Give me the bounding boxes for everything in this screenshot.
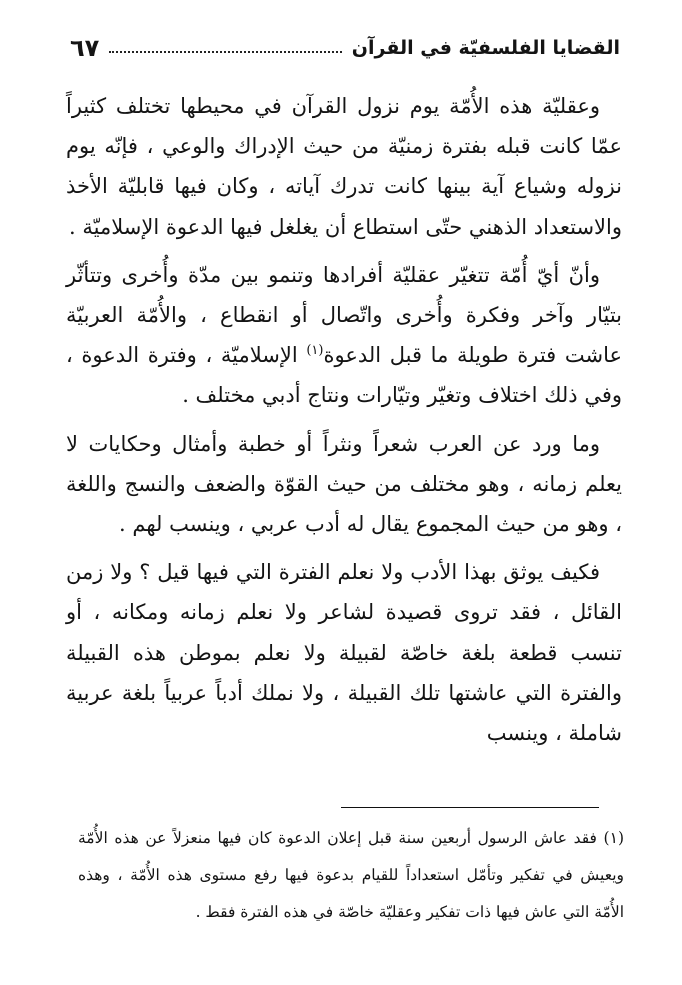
page-number: ٦٧ [70, 34, 100, 62]
footnote-text: (١) فقد عاش الرسول أربعين سنة قبل إعلان الدعوة كان فيها منعزلاً عن هذه الأُمّة ويعيش في تفكير وتأمّل استعداداً للقيام بدعوة فيها رفع مستوى هذه الأُمّة ، وهذه الأُمّة التي عاش فيها ذات تفكير وعقليّة خاصّة في هذه الفترة فقط . [78, 829, 624, 921]
paragraph-1: وعقليّة هذه الأُمّة يوم نزول القرآن في محيطها تختلف كثيراً عمّا كانت قبله بفترة زمنيّة من حيث الإدراك والوعي ، فإنّه يوم نزوله وشياع آية بينها كانت تدرك آياته ، وكان فيها قابليّة الأخذ والاستعداد الذهني حتّى استطاع أن يغلغل فيها الدعوة الإسلاميّة . [66, 94, 622, 239]
page-header [70, 28, 620, 68]
body-text [66, 86, 622, 761]
paragraph-4: فكيف يوثق بهذا الأدب ولا نعلم الفترة التي فيها قيل ؟ ولا زمن القائل ، فقد تروى قصيدة لشاعر ولا نعلم زمانه ومكانه ، أو تنسب قطعة بلغة خاصّة لقبيلة ولا نعلم بموطن هذه القبيلة والفترة التي عاشتها تلك القبيلة ، ولا نملك أدباً عربياً بلغة عربية شاملة ، وينسب [66, 560, 622, 746]
paragraph-3: وما ورد عن العرب شعراً ونثراً أو خطبة وأمثال وحكايات لا يعلم زمانه ، وهو مختلف من حيث القوّة والضعف والنسج واللغة ، وهو من حيث المجموع يقال له أدب عربي ، وينسب لهم . [66, 431, 622, 537]
header-leader-dots [109, 51, 342, 53]
running-title: القضايا الفلسفيّة في القرآن [351, 37, 620, 59]
footnote-reference: (١) [306, 343, 324, 359]
paragraph-2 [66, 255, 622, 416]
footnote-separator [341, 807, 599, 808]
footnote [78, 820, 624, 931]
paragraph-2-text-before-note: وأنّ أيّ أُمّة تتغيّر عقليّة أفرادها وتنمو بين مدّة وأُخرى وتتأثّر بتيّار وآخر وفكرة وأُخرى واتّصال أو انقطاع ، والأُمّة العربيّة عاشت فترة طويلة ما قبل الدعوة [66, 262, 622, 368]
paragraph-2-text-after-note: الإسلاميّة ، وفترة الدعوة ، وفي ذلك اختلاف وتغيّر وتيّارات ونتاج أدبي مختلف . [66, 343, 622, 408]
